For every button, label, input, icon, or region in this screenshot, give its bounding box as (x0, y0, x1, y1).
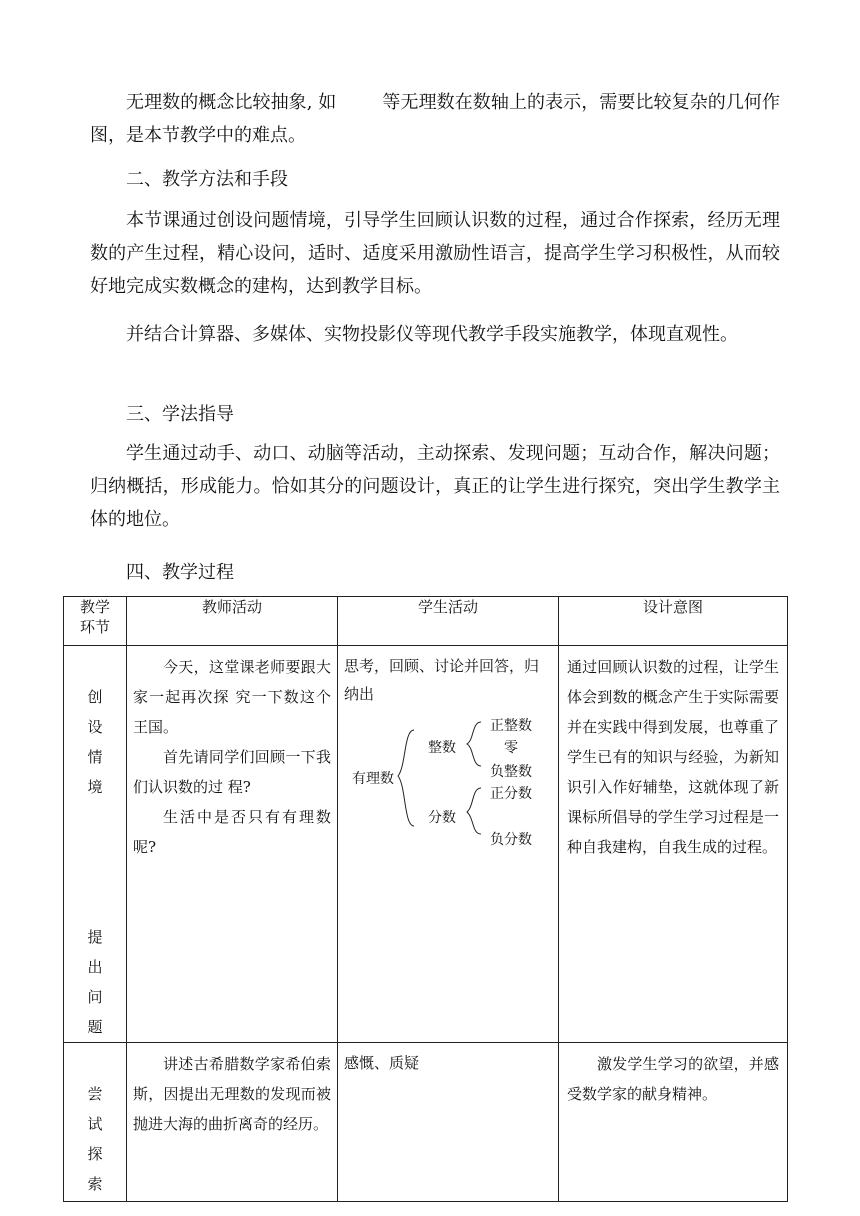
teacher-activity-cell (127, 1043, 338, 1202)
teaching-process-table (63, 596, 788, 1202)
heading-teaching-method: 二、教学方法和手段 (126, 169, 288, 190)
header-teacher-activity: 教师活动 (127, 597, 338, 646)
student-activity-cell (338, 646, 559, 1043)
heading-teaching-process: 四、教学过程 (126, 562, 234, 583)
header-student-activity: 学生活动 (338, 597, 559, 646)
stage-label: 探索 (87, 1145, 117, 1193)
tree-fraction: 分数 (428, 810, 456, 826)
paragraph-learning-guidance: 学生通过动手、动口、动脑等活动，主动探索、发现问题；互动合作，解决问题；归纳概括，形成能力。恰如其分的问题设计，真正的让学生进行探究，突出学生教学主体的地位。 (90, 443, 780, 530)
tree-root: 有理数 (352, 771, 394, 787)
paragraph-teaching-method: 本节课通过创设问题情境，引导学生回顾认识数的过程，通过合作探索，经历无理数的产生过程，精心设问，适时、适度采用激励性语言，提高学生学习积极性，从而较好地完成实数概念的建构，达到教学目标。 (90, 210, 780, 297)
design-text: 激发学生学习的欲望，并感受数学家的献身精神。 (567, 1055, 779, 1103)
stage-label: 问题 (87, 988, 117, 1036)
tree-zero: 零 (504, 740, 518, 756)
stage-label: 创设 (87, 688, 117, 736)
tree-negative-integer: 负整数 (490, 764, 532, 780)
stage-cell (64, 1043, 127, 1202)
header-stage-line1: 教学 (79, 598, 110, 616)
table-row (64, 1043, 788, 1202)
table-row (64, 646, 788, 1043)
stage-cell (64, 646, 127, 1043)
tree-positive-integer: 正整数 (490, 718, 532, 734)
header-stage-line2: 环节 (79, 618, 110, 636)
teacher-activity-cell (127, 646, 338, 1043)
student-text: 感慨、质疑 (344, 1054, 420, 1072)
paragraph-difficulty-start: 无理数的概念比较抽象, 如 (126, 92, 337, 113)
paragraph-difficulty (90, 86, 780, 152)
teacher-text: 今天，这堂课老师要跟大家一起再次探 究一下数这个王国。 (133, 658, 331, 736)
rational-number-classification (344, 708, 552, 918)
design-intent-cell (559, 646, 788, 1043)
tree-negative-fraction: 负分数 (490, 832, 532, 848)
design-text: 通过回顾认识数的过程，让学生体会到数的概念产生于实际需要并在实践中得到发展，也尊重了学生已有的知识与经验，为新知识引入作好辅垫，这就体现了新课标所倡导的学生学习过程是一种自我建构，自我生成的过程。 (567, 658, 779, 856)
paragraph-teaching-tools: 并结合计算器、多媒体、实物投影仪等现代教学手段实施教学，体现直观性。 (126, 324, 738, 345)
paragraph-difficulty-end: 等无理数在数轴上的表示，需要比较复杂的几何作图，是本节教学中的难点。 (90, 92, 780, 146)
header-stage (64, 597, 127, 646)
stage-label: 情境 (87, 748, 117, 796)
student-activity-cell (338, 1043, 559, 1202)
stage-label: 提出 (87, 928, 117, 976)
student-text: 思考，回顾、讨论并回答，归纳出 (344, 657, 540, 703)
design-intent-cell (559, 1043, 788, 1202)
teacher-text: 生活中是否只有有理数呢? (133, 808, 331, 856)
tree-positive-fraction: 正分数 (490, 786, 532, 802)
teacher-text: 讲述古希腊数学家希伯索斯，因提出无理数的发现而被抛进大海的曲折离奇的经历。 (133, 1055, 331, 1133)
heading-learning-guidance: 三、学法指导 (126, 404, 234, 425)
tree-integer: 整数 (428, 740, 456, 756)
table-header-row (64, 597, 788, 646)
header-design-intent: 设计意图 (559, 597, 788, 646)
teacher-text: 首先请同学们回顾一下我们认识数的过 程? (133, 748, 331, 796)
stage-label: 尝试 (87, 1085, 117, 1133)
